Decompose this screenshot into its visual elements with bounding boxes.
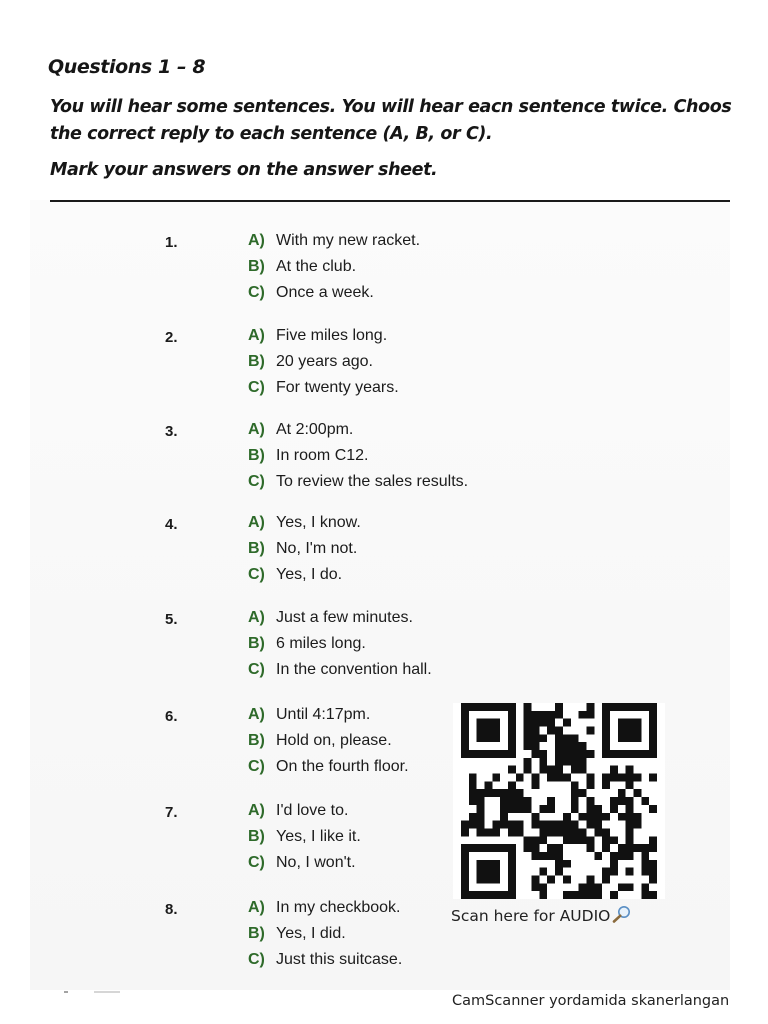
instruction-line-1: You will hear some sentences. You will hear eacn sentence twice. Choos bbox=[50, 97, 732, 117]
option-letter: C) bbox=[248, 566, 265, 583]
option-text: In my checkbook. bbox=[276, 899, 401, 916]
option-letter: B) bbox=[248, 258, 265, 275]
magnifier-icon bbox=[611, 905, 633, 923]
question-2 bbox=[0, 327, 768, 407]
question-number: 1. bbox=[165, 234, 178, 251]
option-letter: C) bbox=[248, 951, 265, 968]
option-text: For twenty years. bbox=[276, 379, 399, 396]
divider-line bbox=[50, 200, 730, 202]
option-text: Once a week. bbox=[276, 284, 374, 301]
option-text: I'd love to. bbox=[276, 802, 349, 819]
option-text: Just this suitcase. bbox=[276, 951, 403, 968]
option-text: Hold on, please. bbox=[276, 732, 392, 749]
answer-option bbox=[248, 706, 370, 728]
answer-option bbox=[248, 802, 348, 824]
answer-option bbox=[248, 327, 387, 349]
answer-option bbox=[248, 379, 399, 401]
option-letter: C) bbox=[248, 661, 265, 678]
qr-caption-text: Scan here for AUDIO bbox=[451, 907, 611, 925]
option-letter: B) bbox=[248, 635, 265, 652]
question-number: 7. bbox=[165, 804, 178, 821]
question-number: 3. bbox=[165, 423, 178, 440]
answer-option bbox=[248, 609, 413, 631]
question-number: 4. bbox=[165, 516, 178, 533]
question-3 bbox=[0, 421, 768, 501]
instruction-line-2: the correct reply to each sentence (A, B, or C). bbox=[50, 124, 493, 144]
option-text: Just a few minutes. bbox=[276, 609, 413, 626]
answer-option bbox=[248, 284, 374, 306]
option-text: At the club. bbox=[276, 258, 357, 275]
qr-caption bbox=[451, 905, 633, 925]
answer-option bbox=[248, 899, 401, 921]
option-text: On the fourth floor. bbox=[276, 758, 409, 775]
option-text: Yes, I like it. bbox=[276, 828, 361, 845]
option-text: 20 years ago. bbox=[276, 353, 373, 370]
answer-option bbox=[248, 635, 366, 657]
option-text: No, I'm not. bbox=[276, 540, 358, 557]
answer-option bbox=[248, 232, 420, 254]
option-letter: B) bbox=[248, 353, 265, 370]
option-letter: C) bbox=[248, 379, 265, 396]
option-text: With my new racket. bbox=[276, 232, 421, 249]
option-letter: A) bbox=[248, 327, 265, 344]
question-number: 6. bbox=[165, 708, 178, 725]
option-letter: A) bbox=[248, 802, 265, 819]
option-letter: C) bbox=[248, 854, 265, 871]
answer-option bbox=[248, 661, 432, 683]
option-letter: A) bbox=[248, 232, 265, 249]
answer-option bbox=[248, 951, 402, 973]
page-title: Questions 1 – 8 bbox=[48, 56, 206, 78]
scan-artifact bbox=[64, 991, 120, 993]
answer-option bbox=[248, 514, 361, 536]
option-text: Yes, I know. bbox=[276, 514, 361, 531]
question-number: 2. bbox=[165, 329, 178, 346]
option-letter: B) bbox=[248, 447, 265, 464]
option-letter: A) bbox=[248, 514, 265, 531]
question-number: 5. bbox=[165, 611, 178, 628]
question-4 bbox=[0, 514, 768, 594]
question-number: 8. bbox=[165, 901, 178, 918]
footer-watermark: CamScanner yordamida skanerlangan bbox=[452, 993, 730, 1009]
answer-option bbox=[248, 473, 468, 495]
answer-option bbox=[248, 854, 356, 876]
option-letter: A) bbox=[248, 609, 265, 626]
question-5 bbox=[0, 609, 768, 689]
option-letter: C) bbox=[248, 758, 265, 775]
option-letter: B) bbox=[248, 540, 265, 557]
option-letter: B) bbox=[248, 925, 265, 942]
option-text: To review the sales results. bbox=[276, 473, 469, 490]
option-text: In room C12. bbox=[276, 447, 369, 464]
answer-option bbox=[248, 566, 342, 588]
answer-option bbox=[248, 925, 346, 947]
option-text: Yes, I do. bbox=[276, 566, 343, 583]
answer-option bbox=[248, 732, 392, 754]
option-letter: A) bbox=[248, 899, 265, 916]
question-8 bbox=[0, 899, 768, 979]
qr-code[interactable] bbox=[453, 703, 665, 899]
option-text: No, I won't. bbox=[276, 854, 356, 871]
answer-option bbox=[248, 758, 409, 780]
option-letter: C) bbox=[248, 284, 265, 301]
option-text: 6 miles long. bbox=[276, 635, 366, 652]
option-text: In the convention hall. bbox=[276, 661, 432, 678]
option-letter: A) bbox=[248, 706, 265, 723]
option-letter: B) bbox=[248, 828, 265, 845]
answer-option bbox=[248, 353, 373, 375]
answer-option bbox=[248, 828, 361, 850]
answer-option bbox=[248, 258, 356, 280]
option-letter: B) bbox=[248, 732, 265, 749]
option-letter: C) bbox=[248, 473, 265, 490]
option-text: Yes, I did. bbox=[276, 925, 346, 942]
question-1 bbox=[0, 232, 768, 312]
answer-option bbox=[248, 447, 368, 469]
instruction-line-3: Mark your answers on the answer sheet. bbox=[50, 160, 438, 180]
option-letter: A) bbox=[248, 421, 265, 438]
option-text: Until 4:17pm. bbox=[276, 706, 371, 723]
answer-option bbox=[248, 540, 357, 562]
option-text: Five miles long. bbox=[276, 327, 388, 344]
answer-option bbox=[248, 421, 353, 443]
option-text: At 2:00pm. bbox=[276, 421, 354, 438]
